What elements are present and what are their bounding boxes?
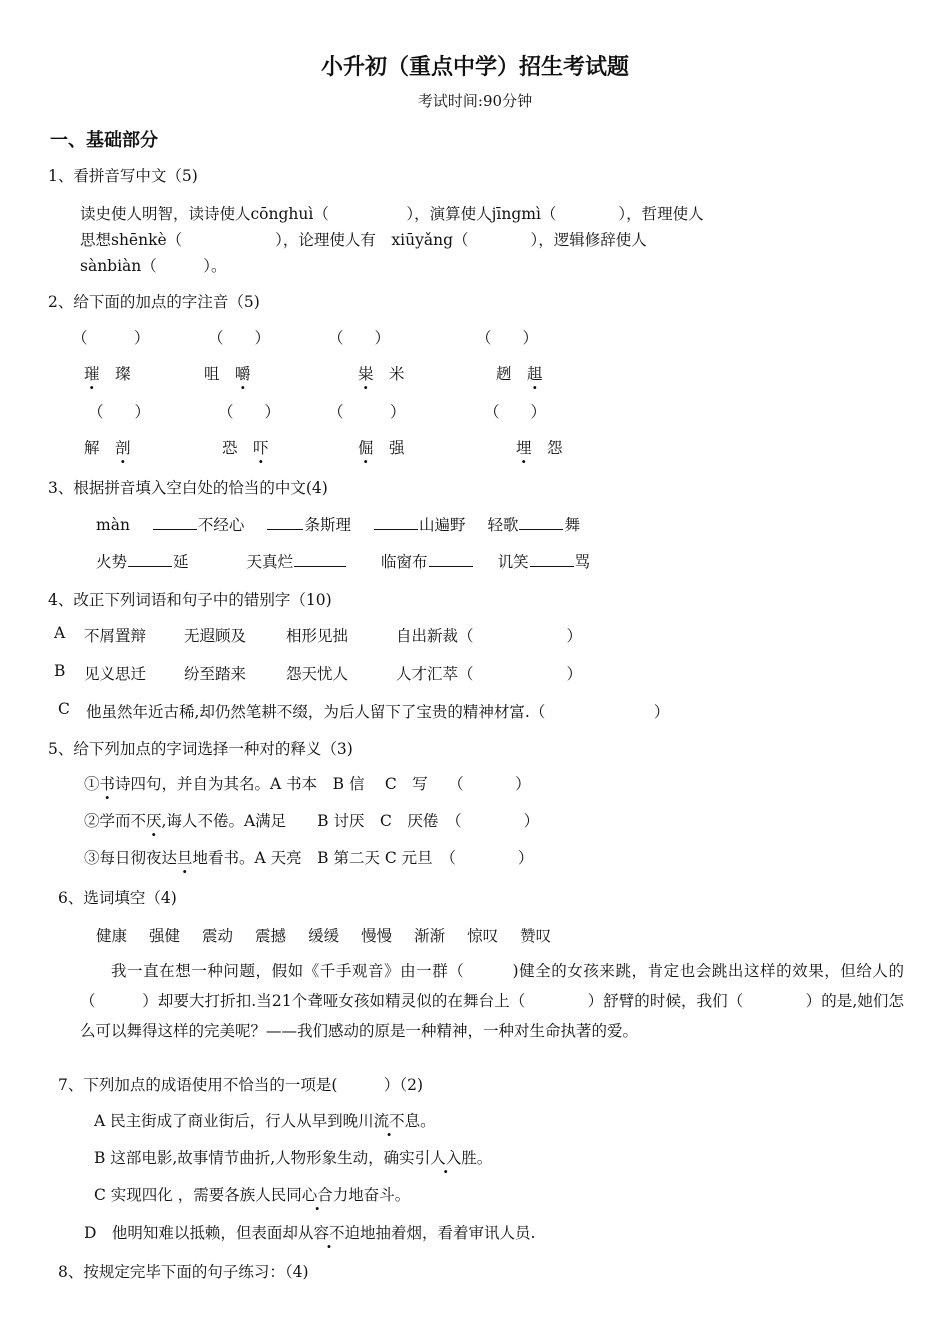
q7-heading: 7、下列加点的成语使用不恰当的一项是( ）（2) xyxy=(58,1076,424,1094)
q7-option-c: C 实现四化 ，需要各族人民同心合力地奋斗。 xyxy=(94,1186,411,1204)
q2-paren-2: （ ） xyxy=(208,329,271,347)
q2-heading: 2、给下面的加点的字注音（5) xyxy=(48,293,260,311)
q4-a-4: 自出新裁（ ） xyxy=(396,627,583,645)
q6-paragraph: 我一直在想一种问题，假如《千手观音》由一群（ )健全的女孩来跳，肯定也会跳出这样的效果，但给人的（ ）却要大打折扣.当21个聋哑女孩如精灵似的在舞台上（ ）舒臂的时候，我们（ ）的是,她们怎么可以舞得这样的完美呢？——我们感动的原是一种精神，一种对生命执著的爱。 xyxy=(80,962,904,1040)
q7-option-d: D 他明知难以抵赖，但表面却从容不迫地抽着烟，看着审讯人员. xyxy=(84,1224,536,1242)
q2-paren-4: （ ） xyxy=(476,329,539,347)
q4-b-3: 怨天忧人 xyxy=(286,665,349,683)
q8-heading: 8、按规定完毕下面的句子练习：（4) xyxy=(58,1263,309,1281)
q4-a-1: 不屑置辩 xyxy=(84,627,147,645)
q5-item-2: ②学而不厌,诲人不倦。A满足 B 讨厌 C 厌倦 （ ） xyxy=(84,812,540,830)
q4-a-2: 无遐顾及 xyxy=(184,627,247,645)
q2-word-5: 解 剖 xyxy=(84,439,131,457)
q2-word-6: 恐 吓 xyxy=(222,439,269,457)
q2-word-2: 咀 嚼 xyxy=(204,365,251,383)
q4-b-1: 见义思迁 xyxy=(84,665,147,683)
q1-heading: 1、看拼音写中文（5) xyxy=(48,167,198,185)
q4-heading: 4、改正下列词语和句子中的错别字（10) xyxy=(48,591,332,609)
q2-word-1: 璀 璨 xyxy=(84,365,131,383)
q2-paren-6: （ ） xyxy=(218,403,281,421)
exam-time: 考试时间:90分钟 xyxy=(417,92,533,110)
q6-heading: 6、选词填空（4) xyxy=(58,889,177,907)
q4-label-b: B xyxy=(54,662,66,680)
q3-row1: màn 不经心 条斯理 山遍野 轻歌 舞 xyxy=(96,513,580,535)
q3-heading: 3、根据拼音填入空白处的恰当的中文(4) xyxy=(48,479,328,497)
q1-line3: sànbiàn（ ）。 xyxy=(80,257,227,275)
q4-c: 他虽然年近古稀,却仍然笔耕不缀，为后人留下了宝贵的精神材富.（ ） xyxy=(86,703,670,721)
q4-b-4: 人才汇萃（ ） xyxy=(396,665,583,683)
q1-line1: 读史使人明智，读诗使人cōnghuì（ ），演算使人jīngmì（ ），哲理使人 xyxy=(80,205,704,223)
q2-word-8: 埋 怨 xyxy=(516,439,563,457)
q4-label-a: A xyxy=(54,624,66,642)
q1-line2: 思想shēnkè（ ），论理使人有 xiūyǎng（ ），逻辑修辞使人 xyxy=(80,231,647,249)
q3-pinyin: màn xyxy=(96,516,130,534)
q4-label-c: C xyxy=(58,700,70,718)
q5-heading: 5、给下列加点的字词选择一种对的释义（3) xyxy=(48,740,353,758)
q7-option-a: A 民主街成了商业街后，行人从早到晚川流不息。 xyxy=(94,1112,436,1130)
q7-option-b: B 这部电影,故事情节曲折,人物形象生动，确实引人入胜。 xyxy=(94,1149,493,1167)
q5-item-3: ③每日彻夜达旦地看书。A 天亮 B 第二天 C 元旦 （ ） xyxy=(84,849,534,867)
q2-paren-7: （ ） xyxy=(328,403,406,421)
q2-paren-1: （ ） xyxy=(72,329,150,347)
q2-paren-8: （ ） xyxy=(484,403,547,421)
section-heading: 一、基础部分 xyxy=(50,130,158,151)
q5-item-1: ①书诗四句，并自为其名。A 书本 B 信 C 写 （ ） xyxy=(84,775,531,793)
q2-word-3: 粜 米 xyxy=(358,365,405,383)
q3-row2: 火势 延 天真烂 临窗布 讥笑 骂 xyxy=(96,550,590,572)
q2-paren-3: （ ） xyxy=(328,329,391,347)
q2-word-4: 趔 趄 xyxy=(496,365,543,383)
q4-b-2: 纷至踏来 xyxy=(184,665,247,683)
q2-word-7: 倔 强 xyxy=(358,439,405,457)
q2-paren-5: （ ） xyxy=(88,403,151,421)
q6-word-bank: 健康 强健 震动 震撼 缓缓 慢慢 渐渐 惊叹 赞叹 xyxy=(96,927,552,945)
page-title: 小升初（重点中学）招生考试题 xyxy=(320,54,629,80)
q4-a-3: 相形见拙 xyxy=(286,627,349,645)
